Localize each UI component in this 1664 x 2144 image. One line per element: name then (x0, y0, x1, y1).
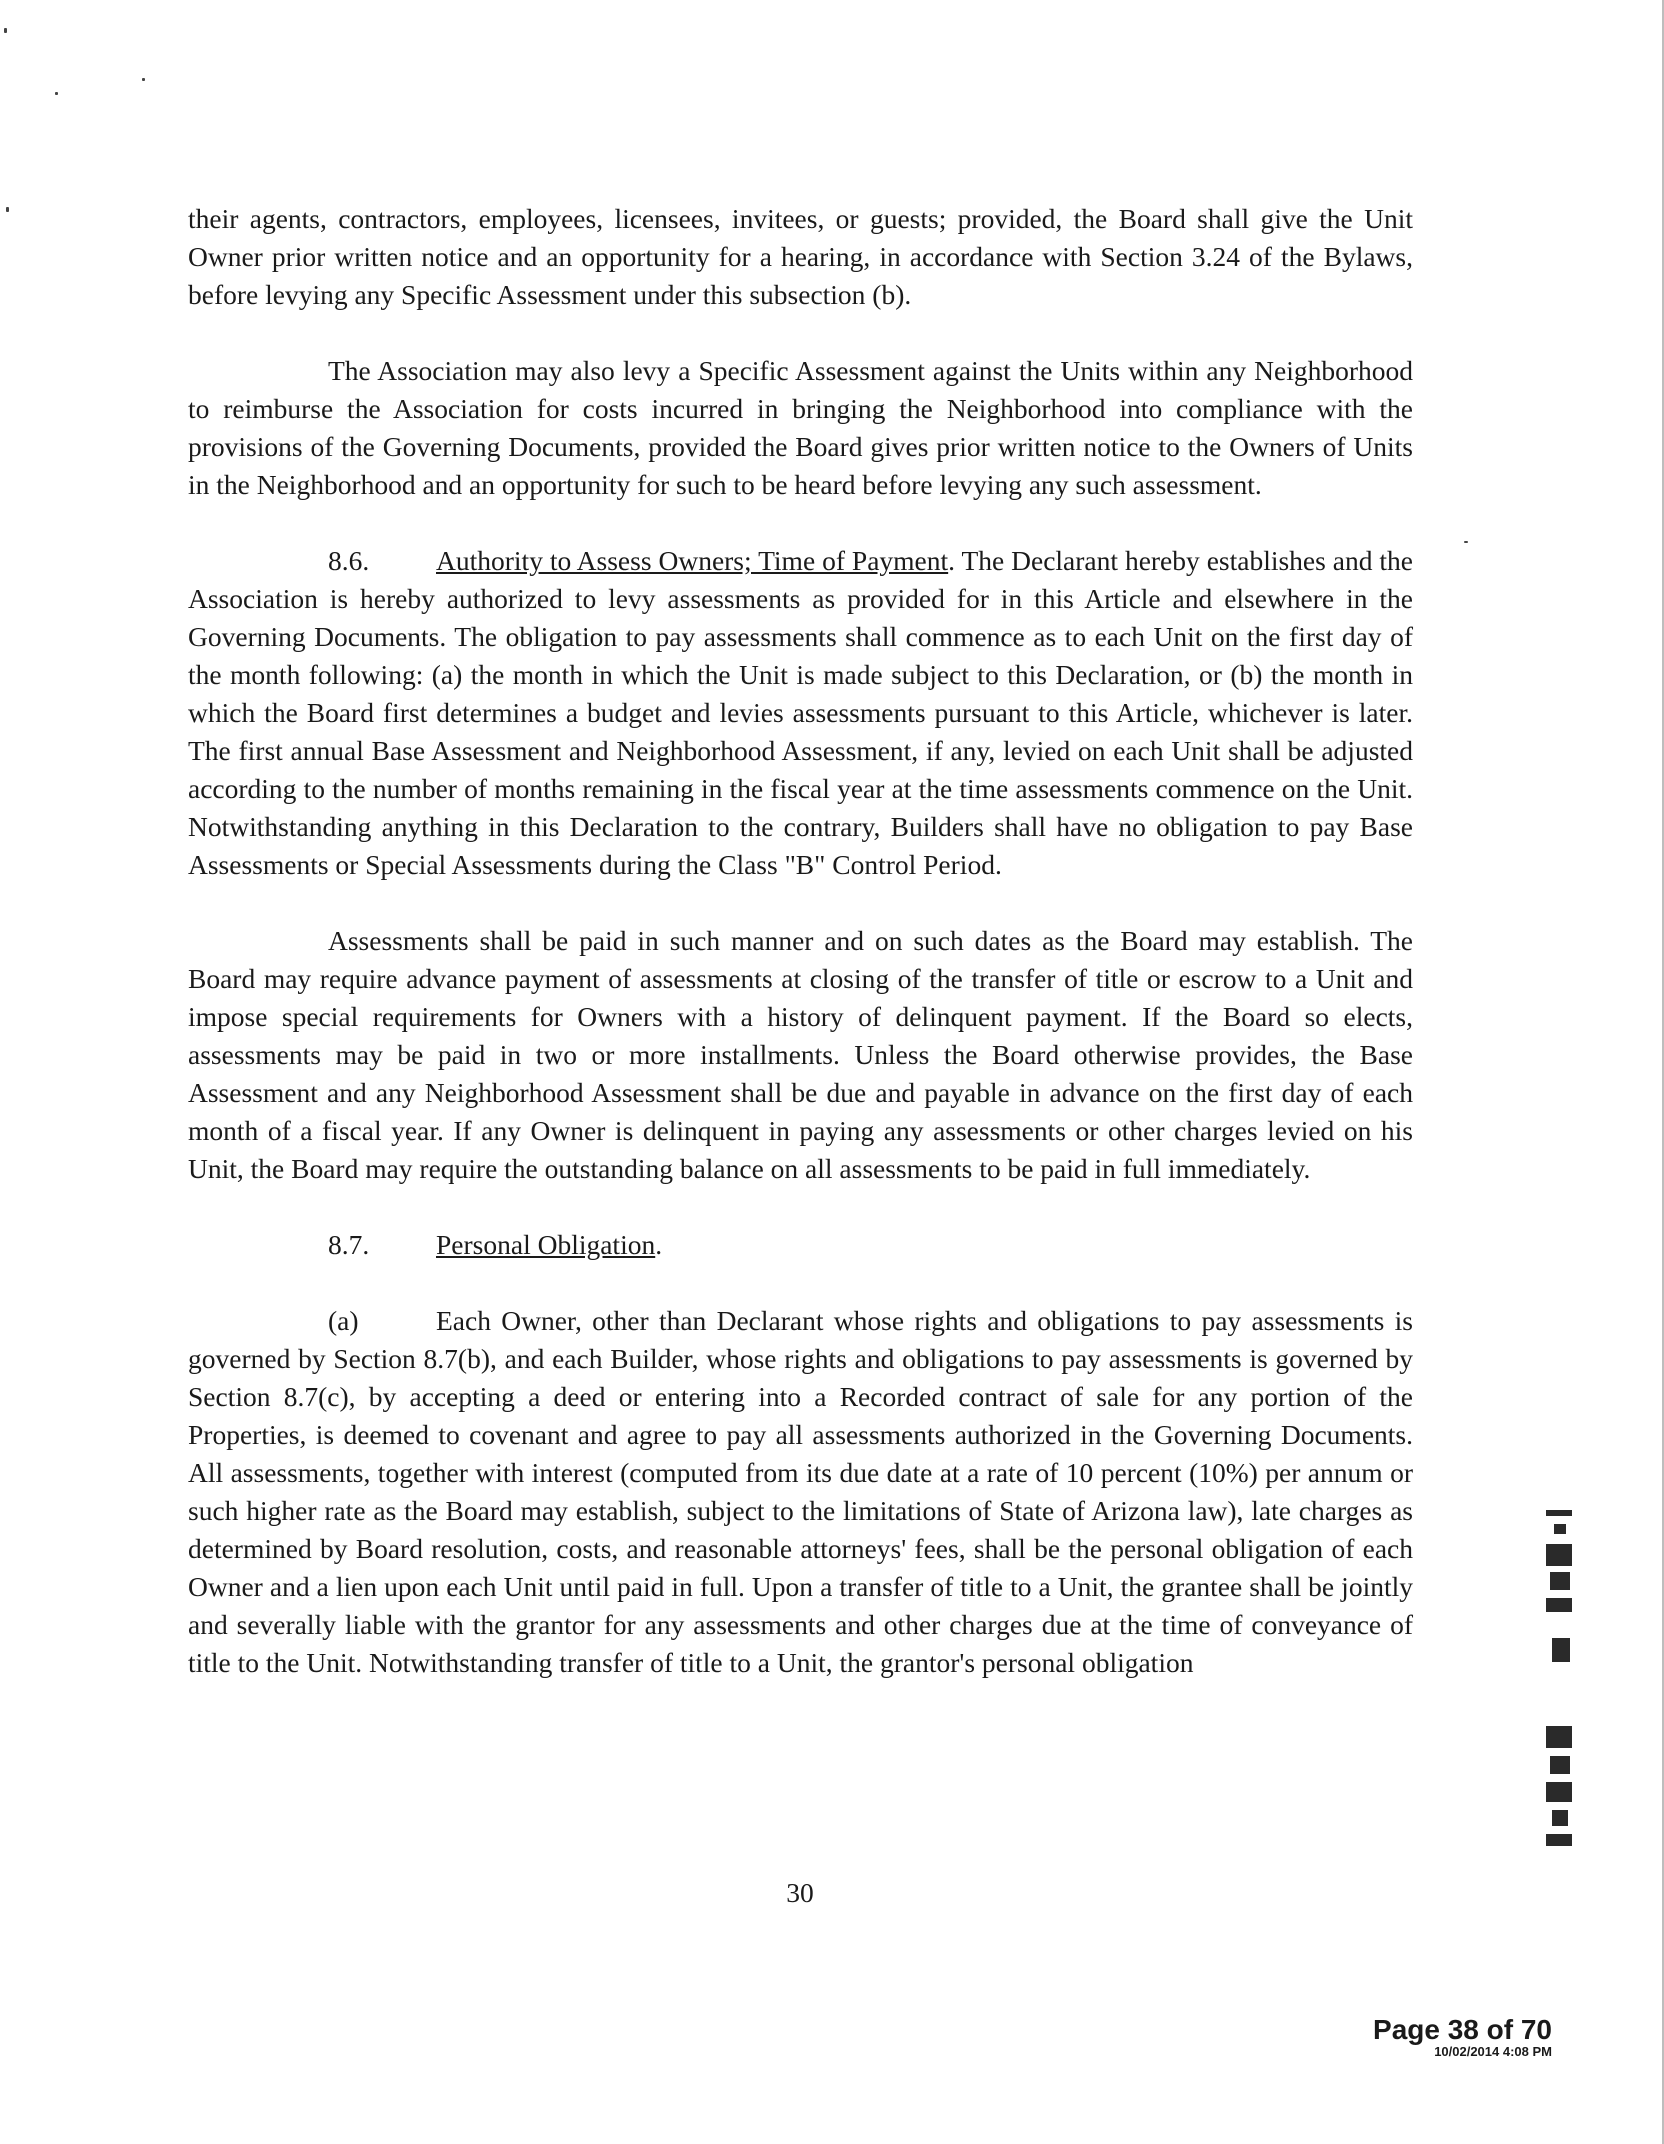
recording-stamp-mark (1546, 1510, 1576, 1850)
scan-speck (4, 28, 7, 33)
scan-speck (6, 207, 9, 212)
section-title: Authority to Assess Owners; Time of Payment (436, 545, 949, 576)
paragraph-a-body: Each Owner, other than Declarant whose rights and obligations to pay assessments is governed by Section 8.7(b), and each Builder, whose rights and obligations to pay assessments is governed by Section 8.7(c), by accepting a deed or entering into a Recorded contract of sale for any portion of the Properties, is deemed to covenant and agree to pay all assessments authorized in the Governing Documents. All assessments, together with interest (computed from its due date at a rate of 10 percent (10%) per annum or such higher rate as the Board may establish, subject to the limitations of State of Arizona law), late charges as determined by Board resolution, costs, and reasonable attorneys' fees, shall be the personal obligation of each Owner and a lien upon each Unit until paid in full. Upon a transfer of title to a Unit, the grantee shall be jointly and severally liable with the grantor for any assessments and other charges due at the time of conveyance of title to the Unit. Notwithstanding transfer of title to a Unit, the grantor's personal obligation (188, 1305, 1413, 1678)
paragraph-assessment-payment: Assessments shall be paid in such manner and on such dates as the Board may establish. The Board may require advance payment of assessments at closing of the transfer of title or escrow to a Unit and impose special requirements for Owners with a history of delinquent payment. If the Board so elects, assessments may be paid in two or more installments. Unless the Board otherwise provides, the Base Assessment and any Neighborhood Assessment shall be due and payable in advance on the first day of each month of a fiscal year. If any Owner is delinquent in paying any assessments or other charges levied on his Unit, the Board may require the outstanding balance on all assessments to be paid in full immediately. (188, 925, 1413, 1184)
page-count-label: Page 38 of 70 (1373, 2014, 1552, 2045)
paragraph-a (188, 1302, 1413, 1682)
section-8-7 (188, 1226, 1413, 1264)
section-body: . The Declarant hereby establishes and the Association is hereby authorized to levy assessments as provided for in this Article and elsewhere in the Governing Documents. The obligation to pay assessments shall commence as to each Unit on the first day of the month following: (a) the month in which the Unit is made subject to this Declaration, or (b) the month in which the Board first determines a budget and levies assessments pursuant to this Article, whichever is later. The first annual Base Assessment and Neighborhood Assessment, if any, levied on each Unit shall be adjusted according to the number of months remaining in the fiscal year at the time assessments commence on the Unit. Notwithstanding anything in this Declaration to the contrary, Builders shall have no obligation to pay Base Assessments or Special Assessments during the Class "B" Control Period. (188, 545, 1413, 880)
footer-timestamp: 10/02/2014 4:08 PM (1434, 2044, 1552, 2059)
scan-speck (1464, 541, 1468, 543)
section-title: Personal Obligation (436, 1229, 656, 1260)
section-number: 8.7. (328, 1229, 370, 1260)
scan-speck (55, 92, 58, 95)
scan-speck (142, 78, 145, 81)
paragraph-label: (a) (328, 1305, 359, 1336)
section-number: 8.6. (328, 545, 370, 576)
paragraph-continuation: their agents, contractors, employees, licensees, invitees, or guests; provided, the Board shall give the Unit Owner prior written notice and an opportunity for a hearing, in accordance with Section 3.24 of the Bylaws, before levying any Specific Assessment under this subsection (b). (188, 203, 1413, 310)
paragraph-specific-assessment: The Association may also levy a Specific Assessment against the Units within any Neighborhood to reimburse the Association for costs incurred in bringing the Neighborhood into compliance with the provisions of the Governing Documents, provided the Board gives prior written notice to the Owners of Units in the Neighborhood and an opportunity for such to be heard before levying any such assessment. (188, 355, 1413, 500)
section-title-suffix: . (655, 1229, 663, 1260)
page-number: 30 (786, 1877, 814, 1908)
section-8-6 (188, 542, 1413, 884)
document-body (188, 200, 1413, 1720)
page-footer (1373, 2015, 1552, 2059)
